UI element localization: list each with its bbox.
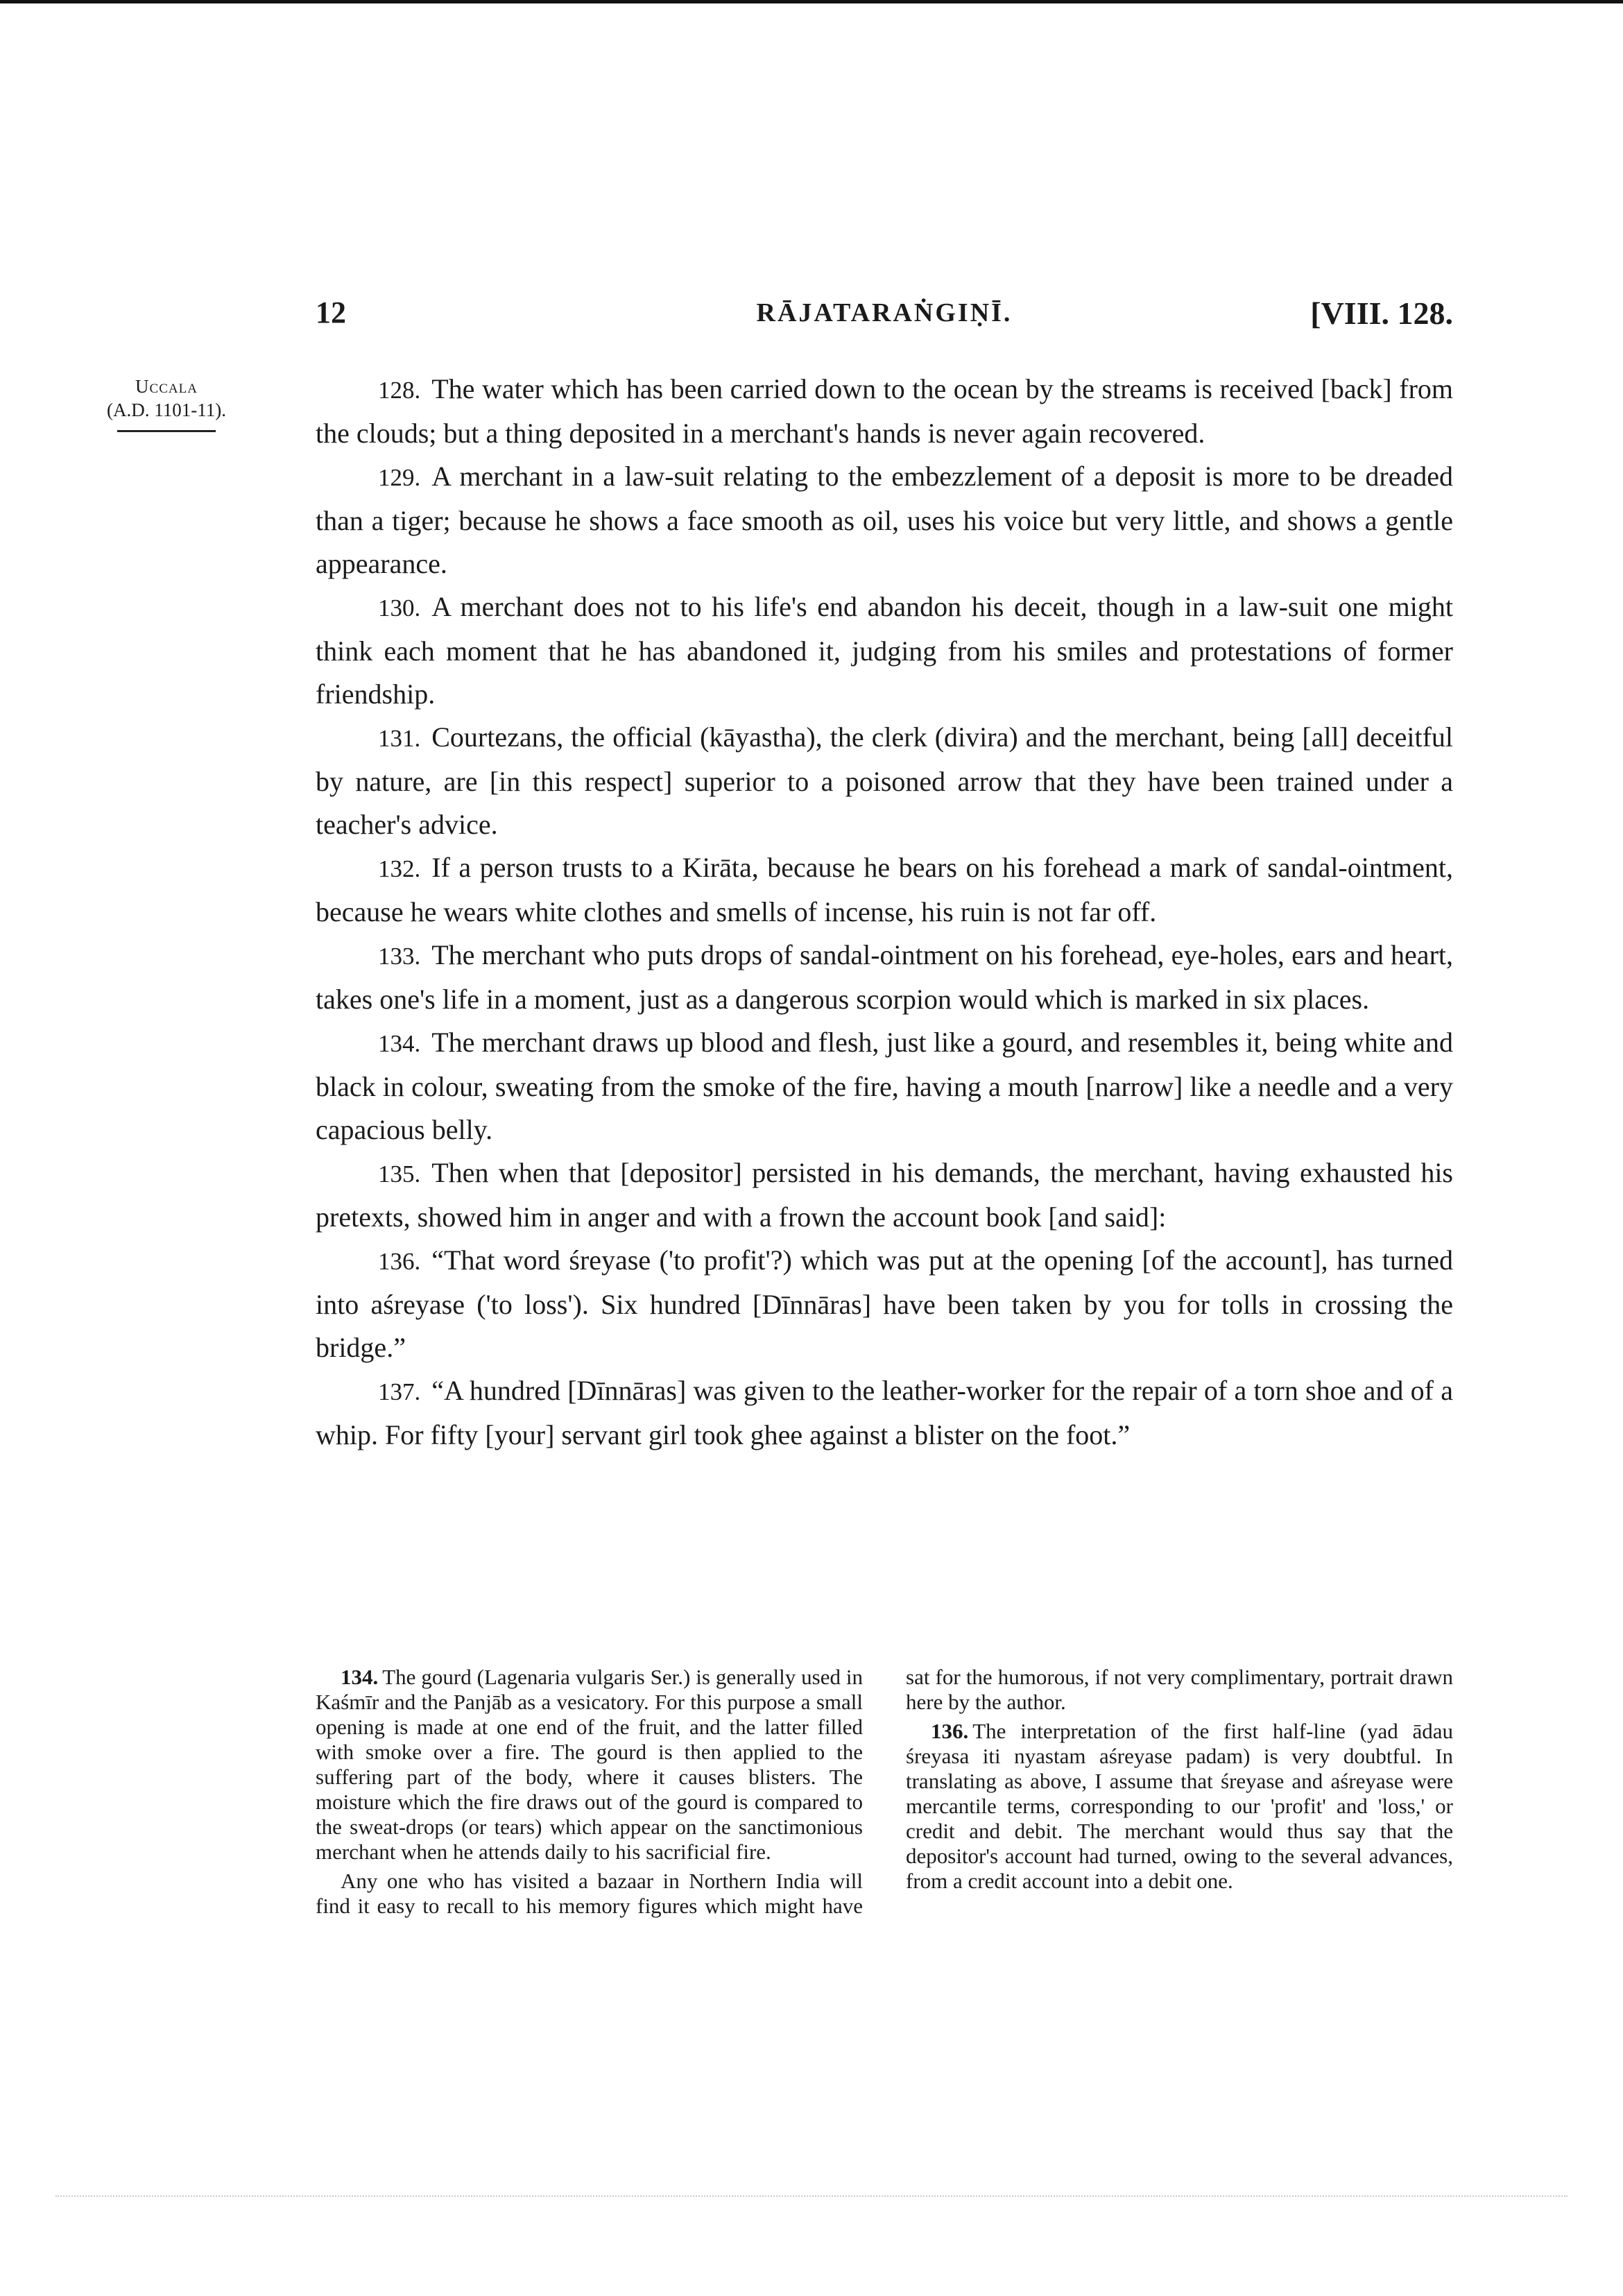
scan-artifact-dotted-line [55, 2195, 1568, 2197]
verse-text: The merchant who puts drops of sandal-ointment on his forehead, eye-holes, ears and heart, takes one's life in a moment, just as a dangerous scorpion would which is marked in six places. [316, 939, 1453, 1015]
footnote-text: The gourd (Lagenaria vulgaris Ser.) is generally used in Kaśmīr and the Panjāb as a vesicatory. For this purpose a small opening is made at one end of the fruit, and the latter filled with smoke over a fire. The gourd is then applied to the suffering part of the body, where it causes blisters. The moisture which the fire draws out of the gourd is compared to the sweat-drops (or tears) which appear on the sanctimonious merchant when he attends daily to his sacrificial fire. [316, 1665, 863, 1864]
verse-135 [316, 1151, 1453, 1239]
verse-129 [316, 455, 1453, 585]
verse-134 [316, 1021, 1453, 1151]
verse-number: 129. [378, 464, 421, 491]
verse-text: “That word śreyase ('to profit'?) which was put at the opening [of the account], has turned into aśreyase ('to loss'). Six hundred [Dīnnāras] have been taken by you for tolls in crossing the bridge.” [316, 1244, 1453, 1363]
footnote-136 [906, 1719, 1453, 1894]
verse-text: The water which has been carried down to the ocean by the streams is received [back] from the clouds; but a thing deposited in a merchant's hands is never again recovered. [316, 373, 1453, 449]
footnote-text: The interpretation of the first half-line (yad ādau śreyasa iti nyastam aśreyase padam) is very doubtful. In translating as above, I assume that śreyase and aśreyase were mercantile terms, corresponding to our 'profit' and 'loss,' or credit and debit. The merchant would thus say that the depositor's account had turned, owing to the several advances, from a credit account into a debit one. [906, 1719, 1453, 1893]
verse-number: 130. [378, 594, 421, 622]
main-text [316, 368, 1453, 1457]
verse-132 [316, 846, 1453, 934]
verse-number: 135. [378, 1160, 421, 1188]
verse-number: 132. [378, 855, 421, 882]
margin-note-dates: (A.D. 1101-11). [107, 400, 226, 420]
page-number: 12 [316, 295, 346, 329]
verse-133 [316, 934, 1453, 1021]
verse-text: A merchant does not to his life's end abandon his deceit, though in a law-suit one might think each moment that he has abandoned it, judging from his smiles and protestations of former friendship. [316, 591, 1453, 710]
verse-text: A merchant in a law-suit relating to the embezzlement of a deposit is more to be dreaded than a tiger; because he shows a face smooth as oil, uses his voice but very little, and shows a gentle appearance. [316, 461, 1453, 579]
verse-number: 133. [378, 943, 421, 970]
running-title: RĀJATARAṄGIṆĪ. [756, 298, 1013, 327]
margin-note [66, 375, 267, 432]
running-head [316, 295, 1453, 336]
verse-number: 128. [378, 377, 421, 404]
footnote-number: 136. [931, 1719, 969, 1743]
margin-note-title: Uccala [135, 376, 198, 397]
verse-number: 134. [378, 1030, 421, 1057]
verse-130 [316, 585, 1453, 716]
section-reference: [VIII. 128. [1310, 295, 1453, 331]
verse-131 [316, 716, 1453, 846]
verse-number: 137. [378, 1378, 421, 1405]
verse-text: If a person trusts to a Kirāta, because he bears on his forehead a mark of sandal-ointment, because he wears white clothes and smells of incense, his ruin is not far off. [316, 852, 1453, 927]
verse-text: The merchant draws up blood and flesh, just like a gourd, and resembles it, being white and black in colour, sweating from the smoke of the fire, having a mouth [narrow] like a needle and a very capacious belly. [316, 1027, 1453, 1145]
verse-128 [316, 368, 1453, 455]
footnote-134 [316, 1665, 863, 1865]
verse-number: 136. [378, 1248, 421, 1275]
verse-text: Courtezans, the official (kāyastha), the clerk (divira) and the merchant, being [all] deceitful by nature, are [in this respect] superior to a poisoned arrow that they have been trained under a teacher's advice. [316, 721, 1453, 840]
verse-136 [316, 1239, 1453, 1369]
footnote-text: Any one who has visited a bazaar in Northern India will find it easy to recall to his memory figures which might have sat for the humorous, if not very complimentary, portrait drawn here by the author. [316, 1665, 1453, 1918]
verse-text: “A hundred [Dīnnāras] was given to the leather-worker for the repair of a torn shoe and of a whip. For fifty [your] servant girl took ghee against a blister on the foot.” [316, 1375, 1453, 1450]
verse-number: 131. [378, 725, 421, 752]
page-top-border [0, 0, 1623, 3]
margin-note-rule [117, 430, 216, 432]
footnotes [316, 1665, 1453, 1919]
verse-text: Then when that [depositor] persisted in his demands, the merchant, having exhausted his pretexts, showed him in anger and with a frown the account book [and said]: [316, 1157, 1453, 1233]
footnote-number: 134. [341, 1665, 379, 1689]
verse-137 [316, 1369, 1453, 1457]
